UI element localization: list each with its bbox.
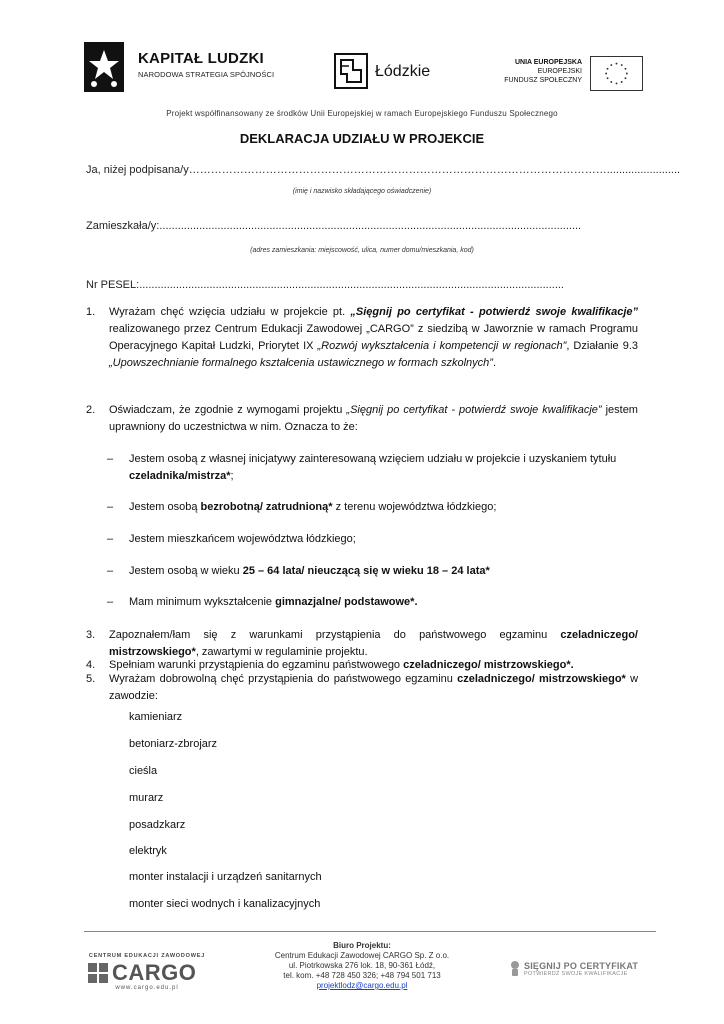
bullet-1 <box>107 451 637 485</box>
footer-separator <box>84 931 656 932</box>
p2-text-c: jestem uprawniony do uczestnictwa w nim. Oznacza to że: <box>109 404 638 433</box>
bullet-dash: – <box>107 565 114 577</box>
bullet-2-bold: bezrobotną/ zatrudnioną* <box>200 501 333 513</box>
bullet-dash: – <box>107 596 114 608</box>
paragraph-2 <box>86 402 638 436</box>
pesel-dots: ........................................................................................................................................... <box>139 279 564 291</box>
kapital-ludzki-title: KAPITAŁ LUDZKI <box>138 50 264 67</box>
p1-text-g: . <box>492 357 497 369</box>
p2-project-name: „Sięgnij po certyfikat - potwierdź swoje kwalifikacje” <box>346 404 602 416</box>
certificate-logo-icon <box>510 960 520 976</box>
bullet-5 <box>107 594 637 611</box>
document-title: DEKLARACJA UDZIAŁU W PROJEKCIE <box>239 131 485 146</box>
bullet-1-bold: czeladnika/mistrza* <box>129 470 231 482</box>
bullet-dash: – <box>107 533 114 545</box>
eu-line-2: EUROPEJSKI <box>537 68 582 75</box>
project-office-line: tel. kom. +48 728 450 326; +48 794 501 713 <box>283 971 441 980</box>
bullet-4-text: Jestem osobą w wieku <box>129 565 243 577</box>
bullet-dash: – <box>107 453 114 465</box>
p1-text-e: , Działanie 9.3 <box>566 340 638 352</box>
address-dots: .......................................................................................................................................... <box>159 220 582 232</box>
address-field[interactable] <box>86 220 581 232</box>
project-office-info <box>220 941 504 991</box>
cofinance-note: Projekt współfinansowany ze środków Unii Europejskiej w ramach Europejskiego Funduszu Społecznego <box>166 109 558 118</box>
bullet-1-end: ; <box>230 470 234 482</box>
bullet-dash: – <box>107 501 114 513</box>
p1-priority-name: „Rozwój wykształcenia i kompetencji w regionach” <box>317 340 567 352</box>
bullet-4 <box>107 563 637 580</box>
trade-item: posadzkarz <box>129 819 186 831</box>
paragraph-4-number: 4. <box>86 659 96 671</box>
signer-field[interactable] <box>86 164 680 176</box>
bullet-3 <box>107 531 637 548</box>
p1-text-a: Wyrażam chęć wzięcia udziału w projekcie pt. <box>109 306 351 318</box>
p5-text-a: Wyrażam dobrowolną chęć przystąpienia do państwowego egzaminu <box>109 673 458 685</box>
pesel-label: Nr PESEL: <box>86 279 140 291</box>
pesel-field[interactable] <box>86 279 564 291</box>
p3-text-a: Zapoznałem/łam się z warunkami przystąpienia do państwowego egzaminu <box>109 629 561 641</box>
cargo-logo-icon <box>88 963 108 983</box>
paragraph-1 <box>86 304 638 372</box>
p1-text-c: realizowanego przez Centrum Edukacji Zawodowej „CARGO” z siedzibą w Jaworznie w ramach Programu Operacyjnego Kapitał Ludzki, Priorytet IX <box>109 323 638 352</box>
certificate-title: SIĘGNIJ PO CERTYFIKAT <box>524 961 639 971</box>
p5-text-c: w zawodzie: <box>109 673 639 702</box>
paragraph-5-number: 5. <box>86 673 96 685</box>
paragraph-1-number: 1. <box>86 306 96 318</box>
project-office-line: ul. Piotrkowska 276 lok. 18, 90-361 Łódź, <box>288 961 436 970</box>
signer-hint: (imię i nazwisko składającego oświadczenie) <box>292 188 432 195</box>
project-email-link[interactable]: projektlodz@cargo.edu.pl <box>316 981 408 990</box>
eu-line-3: FUNDUSZ SPOŁECZNY <box>504 77 582 84</box>
bullet-2 <box>107 499 637 516</box>
bullet-5-bold: gimnazjalne/ podstawowe*. <box>275 596 418 608</box>
trade-item: monter instalacji i urządzeń sanitarnych <box>129 871 322 883</box>
p1-action-name: „Upowszechnianie formalnego kształcenia ustawicznego w formach szkolnych” <box>109 357 493 369</box>
signer-dots: ……………………………………………………………………………………………………........................ <box>188 164 681 176</box>
bullet-4-bold: 25 – 64 lata/ nieuczącą się w wieku 18 – 24 lata* <box>242 565 490 577</box>
paragraph-3-number: 3. <box>86 629 96 641</box>
address-label: Zamieszkała/y: <box>86 220 160 232</box>
bullet-2-end: z terenu województwa łódzkiego; <box>332 501 497 513</box>
project-office-title: Biuro Projektu: <box>333 941 391 950</box>
p3-text-c: , zawartymi w regulaminie projektu. <box>195 646 368 658</box>
cargo-name: CARGO <box>112 960 197 985</box>
p3-bold: czeladniczego/ mistrzowskiego* <box>109 629 638 658</box>
p4-bold: czeladniczego/ mistrzowskiego*. <box>403 659 574 671</box>
bullet-5-text: Mam minimum wykształcenie <box>129 596 276 608</box>
paragraph-5 <box>86 671 638 705</box>
cargo-tagline: CENTRUM EDUKACJI ZAWODOWEJ <box>88 953 206 959</box>
p4-text-a: Spełniam warunki przystąpienia do egzaminu państwowego <box>109 659 404 671</box>
trade-item: monter sieci wodnych i kanalizacyjnych <box>129 898 321 910</box>
trade-item: kamieniarz <box>129 711 183 723</box>
certificate-subtitle: POTWIERDŹ SWOJE KWALIFIKACJE <box>524 971 628 977</box>
signer-label: Ja, niżej podpisana/y <box>86 164 189 176</box>
paragraph-3 <box>86 627 638 661</box>
p1-project-name: „Sięgnij po certyfikat - potwierdź swoje kwalifikacje” <box>350 306 638 318</box>
paragraph-2-number: 2. <box>86 404 96 416</box>
bullet-3-text: Jestem mieszkańcem województwa łódzkiego; <box>129 533 356 545</box>
bullet-1-text: Jestem osobą z własnej inicjatywy zainteresowaną wzięciem udziału w projekcie i uzyskaniem tytułu <box>129 453 617 465</box>
trade-item: cieśla <box>129 765 158 777</box>
trade-item: betoniarz-zbrojarz <box>129 738 218 750</box>
address-hint: (adres zamieszkania: miejscowość, ulica, numer domu/mieszkania, kod) <box>250 247 474 254</box>
kapital-ludzki-subtitle: NARODOWA STRATEGIA SPÓJNOŚCI <box>138 70 275 79</box>
trade-item: elektryk <box>129 845 167 857</box>
eu-line-1: UNIA EUROPEJSKA <box>514 59 582 66</box>
cargo-website[interactable]: www.cargo.edu.pl <box>115 985 179 991</box>
lodzkie-name: Łódzkie <box>375 63 431 80</box>
p2-text-a: Oświadczam, że zgodnie z wymogami projektu <box>109 404 347 416</box>
trade-item: murarz <box>129 792 164 804</box>
bullet-2-text: Jestem osobą <box>129 501 201 513</box>
eu-flag-icon <box>590 56 643 91</box>
lodzkie-logo-icon <box>333 52 369 90</box>
p5-bold: czeladniczego/ mistrzowskiego* <box>457 673 626 685</box>
eu-label <box>486 58 582 85</box>
kapital-ludzki-logo-icon <box>84 42 124 92</box>
project-office-line: Centrum Edukacji Zawodowej CARGO Sp. Z o.o. <box>274 951 450 960</box>
